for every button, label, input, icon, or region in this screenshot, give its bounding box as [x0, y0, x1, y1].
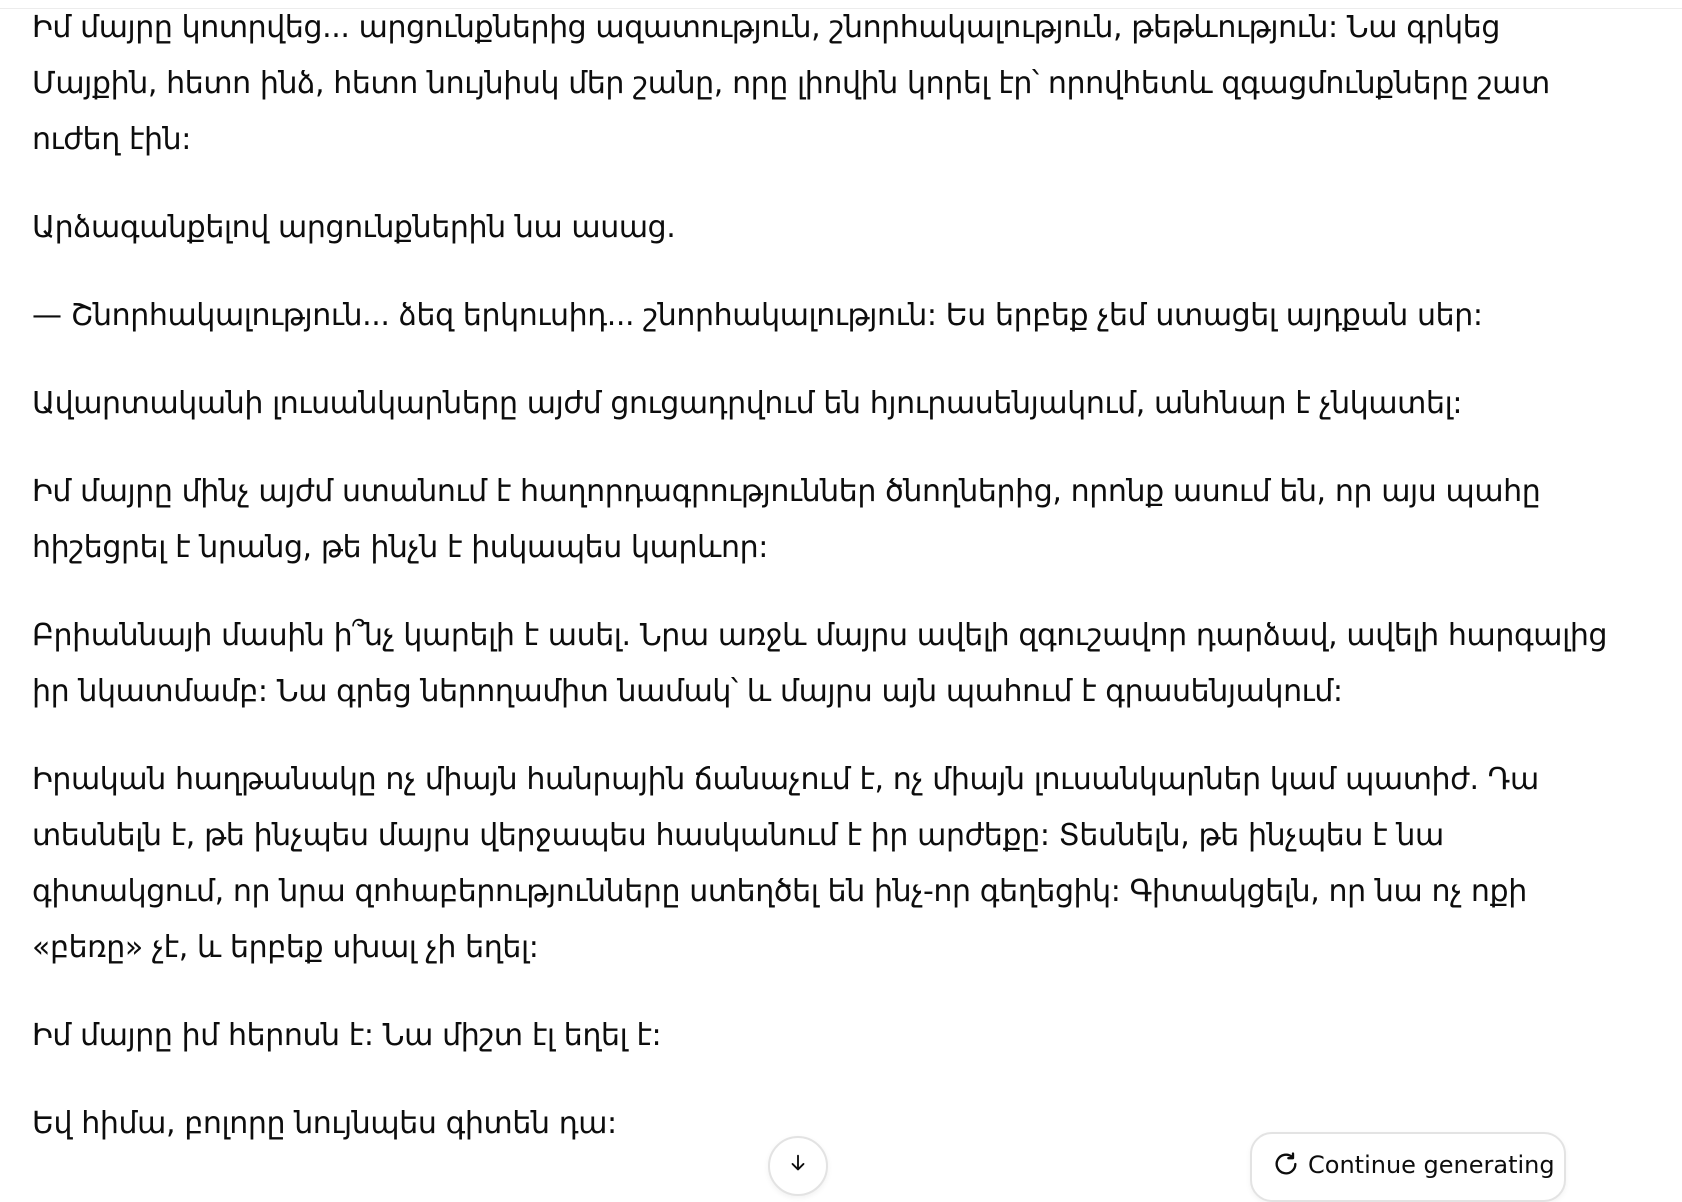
message-paragraph	[32, 464, 1540, 576]
refresh-icon	[1272, 1150, 1300, 1178]
paragraph-line: Ավարտականի լուսանկարները այժմ ցուցադրվում են հյուրասենյակում, անհնար է չնկատել:	[32, 386, 1463, 421]
paragraph-line: հիշեցրել է նրանց, թե ինչն է իսկապես կարևոր:	[32, 530, 768, 565]
message-paragraph	[32, 752, 1539, 976]
paragraph-line: ուժեղ էին:	[32, 122, 191, 157]
paragraph-line: Իմ մայրը կոտրվեց... արցունքներից ազատություն, շնորհակալություն, թեթևություն: Նա գրկեց	[32, 10, 1501, 45]
message-paragraph	[32, 1008, 661, 1064]
paragraph-line: գիտակցում, որ նրա զոհաբերությունները ստեղծել են ինչ-որ գեղեցիկ: Գիտակցելն, որ նա ոչ ոքի	[32, 874, 1527, 909]
paragraph-line: — Շնորհակալություն... ձեզ երկուսիդ... շնորհակալություն: Ես երբեք չեմ ստացել այդքան սեր:	[32, 298, 1483, 333]
paragraph-line: Արձագանքելով արցունքներին նա ասաց.	[32, 210, 676, 245]
message-paragraph	[32, 0, 1550, 168]
message-paragraph	[32, 376, 1462, 432]
paragraph-line: «բեռը» չէ, և երբեք սխալ չի եղել:	[32, 930, 539, 965]
paragraph-line: Մայքին, հետո ինձ, հետո նույնիսկ մեր շանը, որը լիովին կորել էր՝ որովհետև զգացմունքները շատ	[32, 66, 1550, 101]
message-paragraph	[32, 288, 1483, 344]
message-paragraph	[32, 608, 1607, 720]
arrow-down-icon	[787, 1152, 809, 1174]
paragraph-line: Եվ հիմա, բոլորը նույնպես գիտեն դա:	[32, 1106, 617, 1141]
continue-generating-button[interactable]	[1250, 1132, 1566, 1202]
paragraph-line: իր նկատմամբ: Նա գրեց ներողամիտ նամակ՝ և մայրս այն պահում է գրասենյակում:	[32, 674, 1343, 709]
paragraph-line: Բրիաննայի մասին ի՞նչ կարելի է ասել. Նրա առջև մայրս ավելի զգուշավոր դարձավ, ավելի հարգալից	[32, 618, 1608, 653]
message-paragraph	[32, 200, 675, 256]
message-paragraph	[32, 1096, 617, 1152]
paragraph-line: Իմ մայրը մինչ այժմ ստանում է հաղորդագրություններ ծնողներից, որոնք ասում են, որ այս պահը	[32, 474, 1541, 509]
paragraph-line: Իմ մայրը իմ հերոսն է: Նա միշտ էլ եղել է:	[32, 1018, 662, 1053]
continue-generating-label: Continue generating	[1308, 1151, 1555, 1179]
scroll-to-bottom-button[interactable]	[768, 1136, 828, 1196]
paragraph-line: տեսնելն է, թե ինչպես մայրս վերջապես հասկանում է իր արժեքը: Տեսնելն, թե ինչպես է նա	[32, 818, 1444, 853]
paragraph-line: Իրական հաղթանակը ոչ միայն հանրային ճանաչում է, ոչ միայն լուսանկարներ կամ պատիժ. Դա	[32, 762, 1539, 797]
